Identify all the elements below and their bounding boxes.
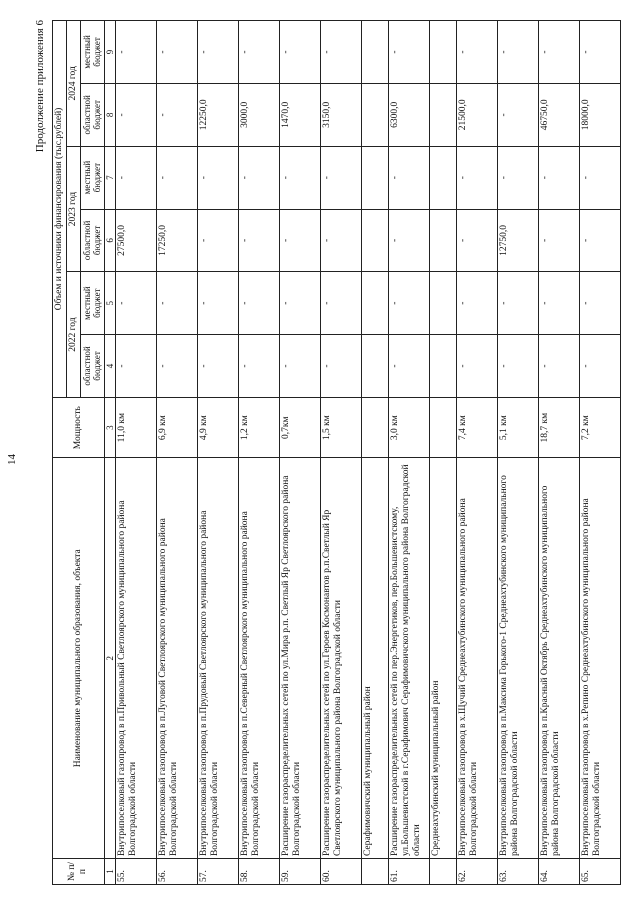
empty-cell bbox=[361, 335, 388, 398]
object-name: Внутрипоселковый газопровод в п.Прудовый Светлоярского муниципального района Волгоградской области bbox=[197, 458, 238, 859]
value-cell: 1470,0 bbox=[279, 83, 320, 146]
table-row bbox=[388, 21, 429, 885]
row-number: 61. bbox=[388, 859, 429, 885]
object-power: 7,4 км bbox=[456, 397, 497, 458]
region-row bbox=[429, 21, 456, 885]
table-row bbox=[497, 21, 538, 885]
value-cell: - bbox=[320, 146, 361, 209]
empty-cell bbox=[361, 209, 388, 272]
value-cell: 12750,0 bbox=[497, 209, 538, 272]
empty-cell bbox=[429, 272, 456, 335]
value-cell: - bbox=[279, 21, 320, 84]
header-num: № п/п bbox=[53, 859, 105, 885]
object-name: Внутрипоселковый газопровод в п.Максима Горького-1 Среднеахтубинского муниципального района Волгоградской области bbox=[497, 458, 538, 859]
value-cell: - bbox=[456, 272, 497, 335]
value-cell: 18000,0 bbox=[579, 83, 620, 146]
empty-cell bbox=[429, 21, 456, 84]
row-number: 60. bbox=[320, 859, 361, 885]
header-year-2024: 2024 год bbox=[66, 21, 80, 147]
column-index: 7 bbox=[104, 146, 115, 209]
value-cell: - bbox=[579, 272, 620, 335]
value-cell: - bbox=[115, 21, 156, 84]
object-power: 3,0 км bbox=[388, 397, 429, 458]
value-cell: - bbox=[538, 21, 579, 84]
empty-cell bbox=[429, 397, 456, 458]
value-cell: - bbox=[388, 21, 429, 84]
object-power: 5,1 км bbox=[497, 397, 538, 458]
object-name: Внутрипоселковый газопровод в х.Репино Среднеахтубинского муниципального района Волгоградской области bbox=[579, 458, 620, 859]
column-index: 9 bbox=[104, 21, 115, 84]
value-cell: - bbox=[497, 335, 538, 398]
object-name: Расширение газораспределительных сетей по ул.Героев Космонавтов р.п.Светлый Яр Светлоярского муниципального района Волгоградской области bbox=[320, 458, 361, 859]
value-cell: 17250,0 bbox=[156, 209, 197, 272]
value-cell: - bbox=[579, 21, 620, 84]
empty-cell bbox=[429, 335, 456, 398]
page-number: 14 bbox=[6, 454, 18, 465]
value-cell: - bbox=[279, 335, 320, 398]
value-cell: - bbox=[497, 21, 538, 84]
value-cell: - bbox=[115, 83, 156, 146]
value-cell: - bbox=[497, 272, 538, 335]
value-cell: - bbox=[388, 209, 429, 272]
value-cell: - bbox=[456, 21, 497, 84]
empty-cell bbox=[429, 83, 456, 146]
row-number: 62. bbox=[456, 859, 497, 885]
object-name: Внутрипоселковый газопровод в п.Привольный Светлоярского муниципального района Волгоградской области bbox=[115, 458, 156, 859]
table-row bbox=[579, 21, 620, 885]
value-cell: 12250,0 bbox=[197, 83, 238, 146]
table-row bbox=[238, 21, 279, 885]
row-number: 56. bbox=[156, 859, 197, 885]
row-number: 63. bbox=[497, 859, 538, 885]
empty-cell bbox=[361, 146, 388, 209]
value-cell: - bbox=[197, 21, 238, 84]
value-cell: - bbox=[579, 335, 620, 398]
header-local-2022: местный бюджет bbox=[80, 272, 104, 335]
column-index: 4 bbox=[104, 335, 115, 398]
region-num-cell bbox=[429, 859, 456, 885]
object-name: Внутрипоселковый газопровод в п.Луговой Светлоярского муниципального района Волгоградской области bbox=[156, 458, 197, 859]
value-cell: - bbox=[238, 146, 279, 209]
value-cell: 46750,0 bbox=[538, 83, 579, 146]
value-cell: 3150,0 bbox=[320, 83, 361, 146]
empty-cell bbox=[361, 83, 388, 146]
object-power: 1,5 км bbox=[320, 397, 361, 458]
value-cell: - bbox=[115, 272, 156, 335]
region-name: Среднеахтубинский муниципальный район bbox=[429, 458, 456, 859]
value-cell: - bbox=[197, 335, 238, 398]
column-index: 3 bbox=[104, 397, 115, 458]
empty-cell bbox=[429, 146, 456, 209]
value-cell: - bbox=[388, 146, 429, 209]
value-cell: - bbox=[497, 83, 538, 146]
object-power: 7,2 км bbox=[579, 397, 620, 458]
value-cell: - bbox=[279, 209, 320, 272]
value-cell: - bbox=[456, 146, 497, 209]
value-cell: - bbox=[456, 209, 497, 272]
table-row bbox=[156, 21, 197, 885]
object-power: 4,9 км bbox=[197, 397, 238, 458]
value-cell: - bbox=[156, 335, 197, 398]
column-index: 1 bbox=[104, 859, 115, 885]
row-number: 65. bbox=[579, 859, 620, 885]
value-cell: - bbox=[538, 209, 579, 272]
object-name: Внутрипоселковый газопровод в п.Северный Светлоярского муниципального района Волгоградской области bbox=[238, 458, 279, 859]
value-cell: - bbox=[156, 272, 197, 335]
value-cell: - bbox=[115, 335, 156, 398]
header-regional-2024: областной бюджет bbox=[80, 83, 104, 146]
header-power: Мощность bbox=[53, 397, 105, 458]
value-cell: - bbox=[238, 272, 279, 335]
table-row bbox=[279, 21, 320, 885]
table-row bbox=[115, 21, 156, 885]
header-year-2022: 2022 год bbox=[66, 272, 80, 398]
empty-cell bbox=[361, 397, 388, 458]
empty-cell bbox=[429, 209, 456, 272]
funding-table bbox=[52, 20, 621, 885]
table-row bbox=[320, 21, 361, 885]
value-cell: - bbox=[388, 272, 429, 335]
value-cell: - bbox=[497, 146, 538, 209]
row-number: 59. bbox=[279, 859, 320, 885]
object-power: 6,9 км bbox=[156, 397, 197, 458]
object-power: 0,7км bbox=[279, 397, 320, 458]
value-cell: - bbox=[279, 272, 320, 335]
row-number: 55. bbox=[115, 859, 156, 885]
row-number: 58. bbox=[238, 859, 279, 885]
object-power: 1,2 км bbox=[238, 397, 279, 458]
header-regional-2022: областной бюджет bbox=[80, 335, 104, 398]
value-cell: - bbox=[238, 335, 279, 398]
header-local-2023: местный бюджет bbox=[80, 146, 104, 209]
value-cell: - bbox=[197, 272, 238, 335]
value-cell: - bbox=[197, 146, 238, 209]
header-name: Наименование муниципального образования, объекта bbox=[53, 458, 105, 859]
object-name: Внутрипоселковый газопровод в п.Красный Октябрь Среднеахтубинского муниципального района Волгоградской области bbox=[538, 458, 579, 859]
region-row bbox=[361, 21, 388, 885]
column-index: 2 bbox=[104, 458, 115, 859]
value-cell: - bbox=[156, 83, 197, 146]
header-local-2024: местный бюджет bbox=[80, 21, 104, 84]
value-cell: - bbox=[238, 21, 279, 84]
object-name: Расширение газораспределительных сетей по пер.Энергетиков, пер.Большевистскому, ул.Большевистской в г.Серафимович Серафимовичского муниципального района Волгоградской области bbox=[388, 458, 429, 859]
value-cell: - bbox=[156, 21, 197, 84]
value-cell: - bbox=[579, 209, 620, 272]
object-power: 18,7 км bbox=[538, 397, 579, 458]
region-num-cell bbox=[361, 859, 388, 885]
region-name: Серафимовичский муниципальный район bbox=[361, 458, 388, 859]
value-cell: - bbox=[456, 335, 497, 398]
header-regional-2023: областной бюджет bbox=[80, 209, 104, 272]
value-cell: 6300,0 bbox=[388, 83, 429, 146]
value-cell: - bbox=[320, 335, 361, 398]
value-cell: - bbox=[388, 335, 429, 398]
object-power: 11,0 км bbox=[115, 397, 156, 458]
row-number: 64. bbox=[538, 859, 579, 885]
value-cell: - bbox=[579, 146, 620, 209]
object-name: Расширение газораспределительных сетей по ул.Мира р.п. Светлый Яр Светлоярского района Волгоградской области bbox=[279, 458, 320, 859]
value-cell: - bbox=[538, 272, 579, 335]
empty-cell bbox=[361, 21, 388, 84]
header-funding: Объем и источники финансирования (тыс.рублей) bbox=[53, 21, 67, 398]
value-cell: - bbox=[279, 146, 320, 209]
value-cell: - bbox=[538, 335, 579, 398]
header-year-2023: 2023 год bbox=[66, 146, 80, 272]
table-row bbox=[197, 21, 238, 885]
column-index: 5 bbox=[104, 272, 115, 335]
value-cell: 27500,0 bbox=[115, 209, 156, 272]
value-cell: - bbox=[320, 209, 361, 272]
table-row bbox=[456, 21, 497, 885]
value-cell: - bbox=[197, 209, 238, 272]
row-number: 57. bbox=[197, 859, 238, 885]
continuation-label: Продолжение приложения 6 bbox=[34, 20, 46, 153]
value-cell: 3000,0 bbox=[238, 83, 279, 146]
table-row bbox=[538, 21, 579, 885]
value-cell: 21500,0 bbox=[456, 83, 497, 146]
value-cell: - bbox=[538, 146, 579, 209]
object-name: Внутрипоселковый газопровод в х.Щучий Среднеахтубинского муниципального района Волгоградской области bbox=[456, 458, 497, 859]
value-cell: - bbox=[115, 146, 156, 209]
empty-cell bbox=[361, 272, 388, 335]
column-index-row bbox=[104, 21, 115, 885]
column-index: 8 bbox=[104, 83, 115, 146]
value-cell: - bbox=[320, 272, 361, 335]
column-index: 6 bbox=[104, 209, 115, 272]
value-cell: - bbox=[320, 21, 361, 84]
value-cell: - bbox=[156, 146, 197, 209]
value-cell: - bbox=[238, 209, 279, 272]
